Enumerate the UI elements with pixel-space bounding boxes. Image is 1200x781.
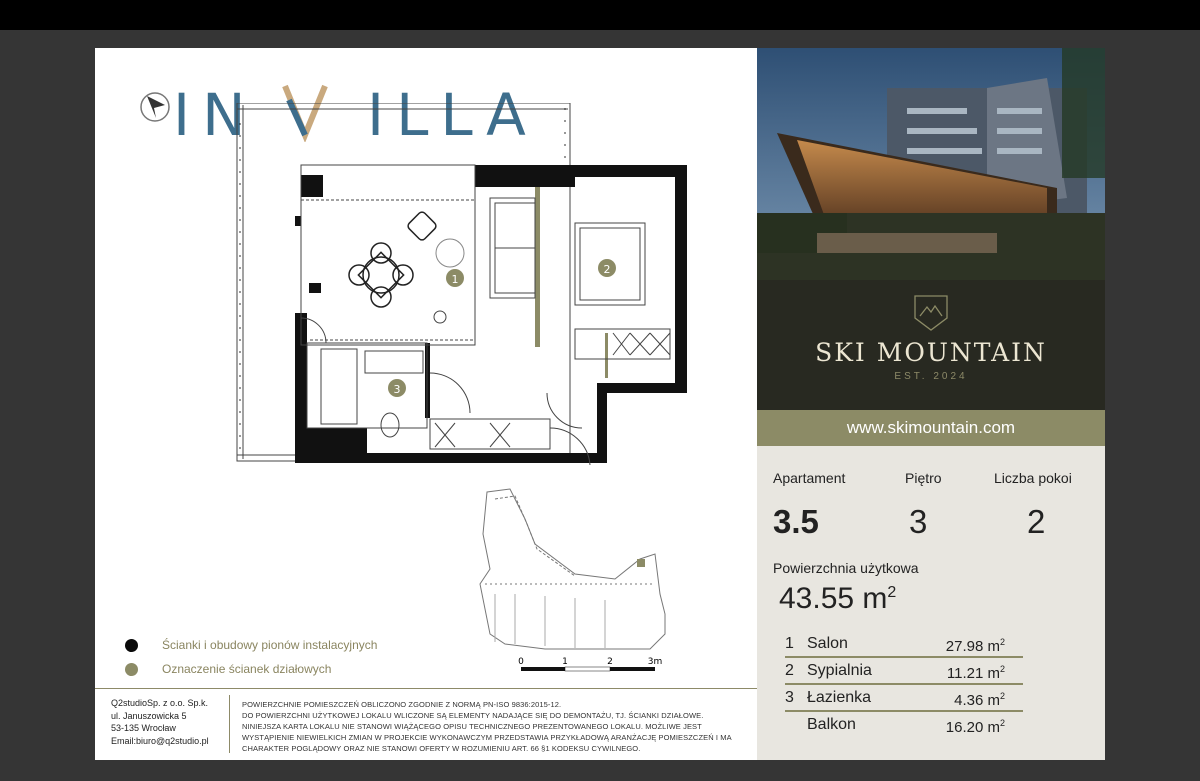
legend-item-partitions: Oznaczenie ścianek działowych	[125, 662, 377, 676]
room-row: 1 Salon 27.98 $m^2$	[785, 631, 1025, 658]
legend-dot-black	[125, 639, 138, 652]
svg-text:0: 0	[518, 657, 524, 667]
apartment-card	[95, 48, 1105, 760]
brand-est: EST. 2024	[894, 371, 968, 382]
floor-label: Piętro	[905, 470, 942, 486]
dining-table-icon	[349, 243, 413, 307]
svg-text:3m: 3m	[647, 657, 663, 667]
floor-plan	[235, 103, 695, 477]
mountain-logo-icon	[911, 292, 951, 332]
legal-note: POWIERZCHNIE POMIESZCZEŃ OBLICZONO ZGODNIE Z NORMĄ PN-ISO 9836:2015-12. DO POWIERZCHNI UŻYTKOWEJ LOKALU WLICZONE SĄ ELEMENTY NADAJĄCE SIĘ DO DEMONTAŻU, TJ. ŚCIANKI DZIAŁOWE. NINIEJSZA KARTA LOKALU NIE STANOWI WIĄŻĄCEGO OPISU TECHNICZNEGO PREZENTOWANEGO LOKALU. MOŻLIWE JEST WYSTĄPIENIE NIEWIELKICH ZMIAN W PROJEKCIE WYKONAWCZYM PRZEDSTAWIA PRZYKŁADOWĄ ARANŻACJĘ POMIESZCZEŃ I MA CHARAKTER POGLĄDOWY ORAZ NIE STANOWI OFERTY W ROZUMIENIU ART. 66 §1 KODEKSU CYWILNEGO.	[242, 700, 732, 753]
room-marker-1	[446, 269, 464, 287]
sofa-icon	[490, 198, 535, 298]
site-minimap	[465, 484, 685, 688]
plan-panel	[95, 48, 757, 760]
usable-area-value: 43.55 $m^2$	[779, 582, 897, 615]
info-panel	[757, 48, 1105, 760]
bathroom-fixtures	[381, 311, 446, 437]
room-list	[785, 631, 1025, 739]
apartment-number: 3.5	[773, 503, 819, 540]
svg-text:2: 2	[603, 263, 611, 276]
scale-bar	[518, 657, 662, 671]
room-row: 2 Sypialnia 11.21 $m^2$	[785, 658, 1025, 685]
rooms-count-label: Liczba pokoi	[994, 470, 1072, 486]
walls	[295, 165, 687, 463]
svg-text:1: 1	[562, 657, 568, 667]
building-photo	[757, 48, 1105, 280]
brand-block	[757, 280, 1105, 410]
rooms-count: 2	[1027, 503, 1046, 540]
floor-number: 3	[909, 503, 928, 540]
compass-icon	[141, 93, 169, 121]
website-link[interactable]: www.skimountain.com	[757, 410, 1105, 446]
company-address: Q2studioSp. z o.o. Sp.k. ul. Januszowicka 5 53-135 Wrocław Email:biuro@q2studio.pl	[111, 698, 209, 746]
svg-text:2: 2	[607, 657, 613, 667]
legend-dot-olive	[125, 663, 138, 676]
brand-name: SKI MOUNTAIN	[815, 338, 1047, 367]
armchair-icon	[406, 210, 437, 241]
legend-item-walls: Ścianki i obudowy pionów instalacyjnych	[125, 638, 377, 652]
room-marker-3	[388, 379, 406, 397]
svg-text:ILLA: ILLA	[367, 81, 535, 142]
balcony-outline	[237, 103, 570, 461]
apartment-label: Apartament	[773, 470, 846, 486]
partition-walls	[535, 187, 608, 378]
usable-area-label: Powierzchnia użytkowa	[773, 560, 919, 576]
room-row: Balkon 16.20 $m^2$	[807, 716, 1005, 736]
top-bar	[0, 0, 1200, 30]
room-marker-2	[598, 259, 616, 277]
legend	[125, 638, 377, 686]
room-row: 3 Łazienka 4.36 $m^2$	[785, 685, 1025, 712]
svg-text:1: 1	[451, 273, 459, 286]
svg-text:IN: IN	[173, 81, 258, 142]
footer	[95, 688, 757, 761]
svg-text:3: 3	[393, 383, 401, 396]
